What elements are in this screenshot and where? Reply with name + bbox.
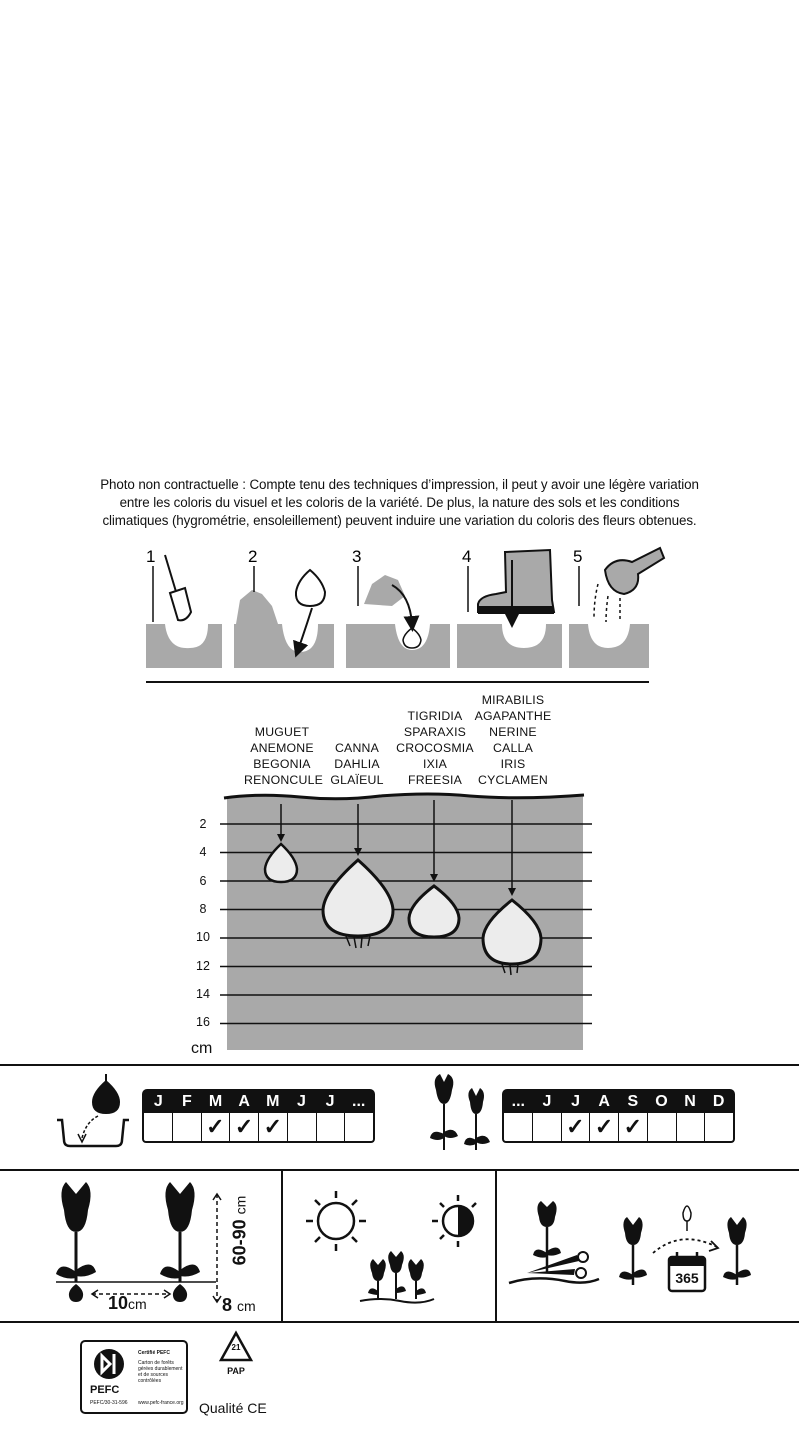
- divider: [495, 1170, 497, 1321]
- disclaimer-line-2: entre les coloris du visuel et les coloris de la variété. De plus, la nature des sols et les conditions: [119, 495, 680, 510]
- recycling-number: 21: [231, 1343, 241, 1352]
- flowering-month-cell: [705, 1113, 733, 1141]
- pefc-code: PEFC/30-31-596: [90, 1400, 128, 1406]
- flowering-month-label: A: [598, 1093, 610, 1110]
- pefc-label: PEFC: [90, 1384, 120, 1396]
- planting-calendar: [142, 1089, 375, 1143]
- plant-name: MUGUET: [254, 725, 310, 739]
- quality-label: Qualité CE: [199, 1400, 267, 1416]
- pefc-desc: Carton de forêts: [138, 1360, 174, 1366]
- flowering-month-cell: [504, 1113, 533, 1141]
- planting-month-label: J: [153, 1093, 163, 1110]
- divider: [0, 1321, 799, 1323]
- pefc-desc: gérées durablement: [138, 1366, 183, 1372]
- plant-name: GLAÏEUL: [330, 773, 384, 787]
- planting-period-icon: [50, 1072, 136, 1154]
- pefc-logo: [80, 1340, 188, 1414]
- tulip-icon: [160, 1182, 200, 1302]
- planting-month-cell: ✓: [230, 1113, 259, 1141]
- tulip-icon: [723, 1217, 751, 1285]
- flowering-month-label: S: [627, 1093, 639, 1110]
- depth-tick: 12: [196, 959, 210, 973]
- disclaimer-line-1: Photo non contractuelle : Compte tenu des techniques d’impression, il peut y avoir une légère variation: [100, 477, 699, 492]
- plant-name: IXIA: [422, 757, 448, 771]
- step-4-number: 4: [462, 547, 472, 566]
- flowering-period-icon: [428, 1072, 498, 1152]
- planting-month-cell: ✓: [259, 1113, 288, 1141]
- planting-depth-unit: cm: [237, 1298, 256, 1314]
- pefc-certified: Certifié PEFC: [138, 1350, 170, 1356]
- plant-name: IRIS: [500, 757, 526, 771]
- depth-tick: 4: [199, 845, 207, 859]
- plant-name: SPARAXIS: [403, 725, 467, 739]
- flowering-month-cell: [648, 1113, 677, 1141]
- planting-month-cell: [144, 1113, 173, 1141]
- planting-month-label: A: [238, 1093, 250, 1110]
- planting-depth-chart: [0, 780, 799, 1060]
- plant-group-4: [472, 692, 554, 788]
- step-4-press-icon: [457, 550, 562, 668]
- half-shade-icon: [432, 1195, 476, 1247]
- plant-height: [230, 1181, 251, 1281]
- planting-month-label: ...: [352, 1093, 366, 1110]
- step-5-watering-icon: [569, 548, 664, 668]
- depth-tick: 8: [199, 902, 207, 916]
- flowering-month-cell: [677, 1113, 706, 1141]
- pefc-desc: et de sources: [138, 1372, 169, 1378]
- step-5-number: 5: [573, 547, 583, 566]
- flowering-month-label: J: [542, 1093, 552, 1110]
- planting-month-label: M: [266, 1093, 280, 1110]
- planting-month-label: M: [208, 1093, 223, 1110]
- flowering-month-label: O: [655, 1093, 668, 1110]
- planting-depth-value: 8: [222, 1295, 233, 1315]
- flowering-month-label: D: [712, 1093, 725, 1110]
- plant-name: DAHLIA: [334, 757, 380, 771]
- flowering-month-cell: [533, 1113, 562, 1141]
- flower-bud-icon: [683, 1206, 691, 1231]
- recycling-code: PAP: [227, 1366, 245, 1376]
- tulips-group-icon: [360, 1251, 434, 1303]
- step-3-number: 3: [352, 547, 362, 566]
- plant-name: CANNA: [334, 741, 380, 755]
- plant-name: RENONCULE: [244, 773, 324, 787]
- planting-depth: [222, 1295, 256, 1316]
- flowering-month-label: N: [684, 1093, 696, 1110]
- depth-unit: cm: [191, 1040, 213, 1057]
- plant-group-3: [394, 708, 476, 788]
- spacing-distance-value: 10: [108, 1293, 129, 1313]
- planting-month-label: F: [182, 1093, 192, 1110]
- plant-name: CALLA: [493, 741, 533, 755]
- flowering-month-cell: ✓: [562, 1113, 591, 1141]
- plant-name: BEGONIA: [253, 757, 311, 771]
- perennial-days-badge: 365: [675, 1270, 699, 1286]
- disclaimer-line-3: climatiques (hygrométrie, ensoleillement) peuvent induire une variation du coloris des fleurs obtenues.: [102, 513, 697, 528]
- depth-tick: 16: [196, 1015, 210, 1029]
- flowering-month-label: J: [571, 1093, 581, 1110]
- pefc-url: www.pefc-france.org: [138, 1400, 184, 1406]
- plant-name: TIGRIDIA: [407, 709, 463, 723]
- planting-steps-illustration: [0, 540, 799, 690]
- plant-name: CYCLAMEN: [478, 773, 548, 787]
- sun-exposure-icons: [300, 1185, 490, 1310]
- depth-tick: 6: [199, 874, 207, 888]
- plant-name: NERINE: [489, 725, 537, 739]
- depth-tick: 10: [196, 930, 210, 944]
- flowering-month-label: ...: [511, 1093, 525, 1110]
- full-sun-icon: [306, 1191, 366, 1251]
- depth-tick: 14: [196, 987, 210, 1001]
- step-2-number: 2: [248, 547, 258, 566]
- plant-height-unit: cm: [232, 1195, 249, 1215]
- flowering-month-cell: ✓: [590, 1113, 619, 1141]
- planting-month-label: J: [325, 1093, 335, 1110]
- tulip-icon: [619, 1217, 647, 1285]
- plant-name: ANEMONE: [250, 741, 314, 755]
- pefc-desc: contrôlées: [138, 1378, 162, 1384]
- step-3-cover-icon: [346, 566, 450, 668]
- planting-month-label: J: [296, 1093, 306, 1110]
- divider: [281, 1170, 283, 1321]
- plant-name: AGAPANTHE: [474, 709, 552, 723]
- plant-name: MIRABILIS: [481, 693, 545, 707]
- spacing-distance: [108, 1293, 147, 1314]
- disclaimer: [40, 476, 759, 530]
- planting-month-cell: [317, 1113, 346, 1141]
- plant-group-1: [244, 724, 324, 788]
- tulip-icon: [56, 1182, 96, 1302]
- planting-month-cell: [345, 1113, 373, 1141]
- spacing-distance-unit: cm: [128, 1296, 147, 1312]
- flowering-month-cell: ✓: [619, 1113, 648, 1141]
- pefc-tree-icon: [88, 1348, 130, 1384]
- depth-tick: 2: [199, 817, 207, 831]
- scissors-cut-icon: [509, 1201, 599, 1283]
- step-1-number: 1: [146, 547, 156, 566]
- planting-month-cell: ✓: [202, 1113, 231, 1141]
- plant-height-value: 60-90: [229, 1219, 250, 1266]
- plant-name: FREESIA: [407, 773, 463, 787]
- planting-month-cell: [173, 1113, 202, 1141]
- divider: [0, 1064, 799, 1066]
- flowering-calendar: [502, 1089, 735, 1143]
- plant-name: CROCOSMIA: [396, 741, 474, 755]
- step-1-dig-icon: [146, 555, 222, 668]
- step-2-place-bulb-icon: [234, 566, 334, 668]
- divider: [0, 1169, 799, 1171]
- planting-month-cell: [288, 1113, 317, 1141]
- cut-flower-perennial-icons: [505, 1195, 790, 1310]
